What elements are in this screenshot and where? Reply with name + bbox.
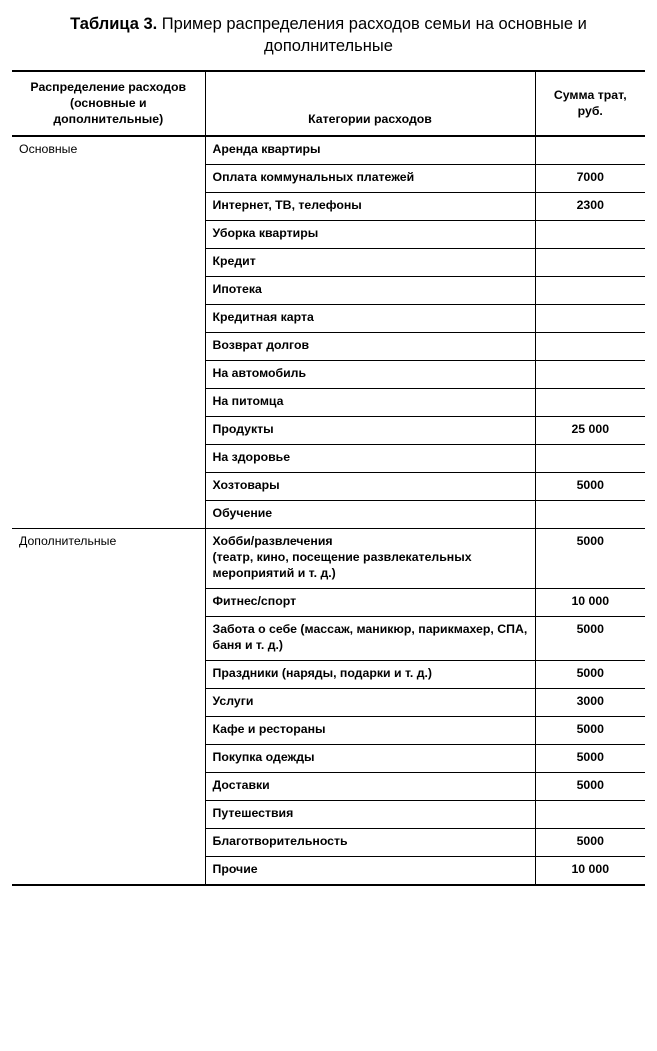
table-row [12, 529, 645, 589]
category-cell: Кредитная карта [205, 305, 535, 333]
category-cell: Хозтовары [205, 473, 535, 501]
category-cell: Аренда квартиры [205, 136, 535, 164]
amount-cell [535, 221, 645, 249]
category-cell: Кредит [205, 249, 535, 277]
amount-cell [535, 249, 645, 277]
amount-cell: 5000 [535, 617, 645, 661]
category-cell: Фитнес/спорт [205, 589, 535, 617]
amount-cell [535, 501, 645, 529]
amount-cell: 5000 [535, 661, 645, 689]
table-caption [12, 14, 645, 58]
amount-cell: 5000 [535, 829, 645, 857]
category-cell: Продукты [205, 417, 535, 445]
group-label-main: Основные [12, 136, 205, 528]
column-header-distribution: Распределение расходов (основные и дополнительные) [12, 71, 205, 137]
category-cell: Уборка квартиры [205, 221, 535, 249]
amount-cell: 7000 [535, 165, 645, 193]
table-caption-label: Таблица 3. [70, 15, 158, 33]
category-cell: На автомобиль [205, 361, 535, 389]
amount-cell [535, 305, 645, 333]
amount-cell: 5000 [535, 745, 645, 773]
expense-distribution-table [12, 70, 645, 887]
table-header-row [12, 71, 645, 137]
category-cell: Услуги [205, 689, 535, 717]
amount-cell [535, 445, 645, 473]
amount-cell [535, 277, 645, 305]
category-cell: Ипотека [205, 277, 535, 305]
column-header-amount: Сумма трат, руб. [535, 71, 645, 137]
amount-cell: 10 000 [535, 589, 645, 617]
amount-cell: 5000 [535, 717, 645, 745]
category-cell [205, 529, 535, 589]
category-cell: Оплата коммунальных платежей [205, 165, 535, 193]
category-line-1: Хобби/развлечения [212, 534, 333, 549]
amount-cell: 5000 [535, 473, 645, 501]
amount-cell: 10 000 [535, 857, 645, 885]
amount-cell [535, 136, 645, 164]
category-cell: Возврат долгов [205, 333, 535, 361]
category-cell: Путешествия [205, 801, 535, 829]
amount-cell [535, 333, 645, 361]
category-cell: На питомца [205, 389, 535, 417]
amount-cell: 5000 [535, 773, 645, 801]
table-caption-text: Пример распределения расходов семьи на основные и дополнительные [157, 15, 587, 55]
amount-cell: 2300 [535, 193, 645, 221]
amount-cell: 5000 [535, 529, 645, 589]
amount-cell [535, 389, 645, 417]
amount-cell: 3000 [535, 689, 645, 717]
category-cell: Доставки [205, 773, 535, 801]
table-row [12, 136, 645, 164]
amount-cell [535, 801, 645, 829]
group-label-additional: Дополнительные [12, 529, 205, 885]
category-cell: Прочие [205, 857, 535, 885]
category-cell: Забота о себе (массаж, маникюр, парикмахер, СПА, баня и т. д.) [205, 617, 535, 661]
amount-cell: 25 000 [535, 417, 645, 445]
category-cell: На здоровье [205, 445, 535, 473]
column-header-categories: Категории расходов [205, 71, 535, 137]
category-line-2: (театр, кино, посещение развлекательных мероприятий и т. д.) [212, 550, 472, 581]
category-cell: Покупка одежды [205, 745, 535, 773]
table-body [12, 136, 645, 885]
category-cell: Интернет, ТВ, телефоны [205, 193, 535, 221]
category-cell: Праздники (наряды, подарки и т. д.) [205, 661, 535, 689]
category-cell: Благотворительность [205, 829, 535, 857]
table-head [12, 71, 645, 137]
category-cell: Кафе и рестораны [205, 717, 535, 745]
amount-cell [535, 361, 645, 389]
category-cell: Обучение [205, 501, 535, 529]
